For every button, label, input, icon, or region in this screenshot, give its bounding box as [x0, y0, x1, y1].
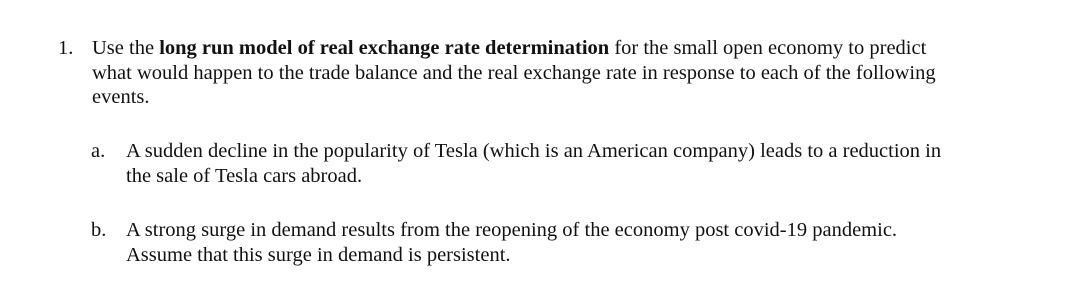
- question-number: 1.: [58, 37, 74, 59]
- question-text-rest: for the small open economy to predict what would happen to the trade balance and the real exchange rate in response to each of the following events.: [92, 37, 936, 108]
- list-item-marker: a.: [91, 140, 106, 162]
- list-item-a: [91, 139, 951, 188]
- question-text-bold: long run model of real exchange rate determination: [159, 37, 610, 59]
- list-item-b: [91, 218, 951, 267]
- question-1: [58, 36, 958, 110]
- question-text-intro: Use the: [92, 37, 160, 59]
- list-item-marker: b.: [91, 219, 107, 241]
- question-text: [92, 36, 958, 110]
- list-item-text: A sudden decline in the popularity of Tesla (which is an American company) leads to a reduction in the sale of Tesla cars abroad.: [126, 140, 942, 187]
- list-item-text: A strong surge in demand results from the reopening of the economy post covid-19 pandemic. Assume that this surge in demand is persistent.: [126, 219, 898, 266]
